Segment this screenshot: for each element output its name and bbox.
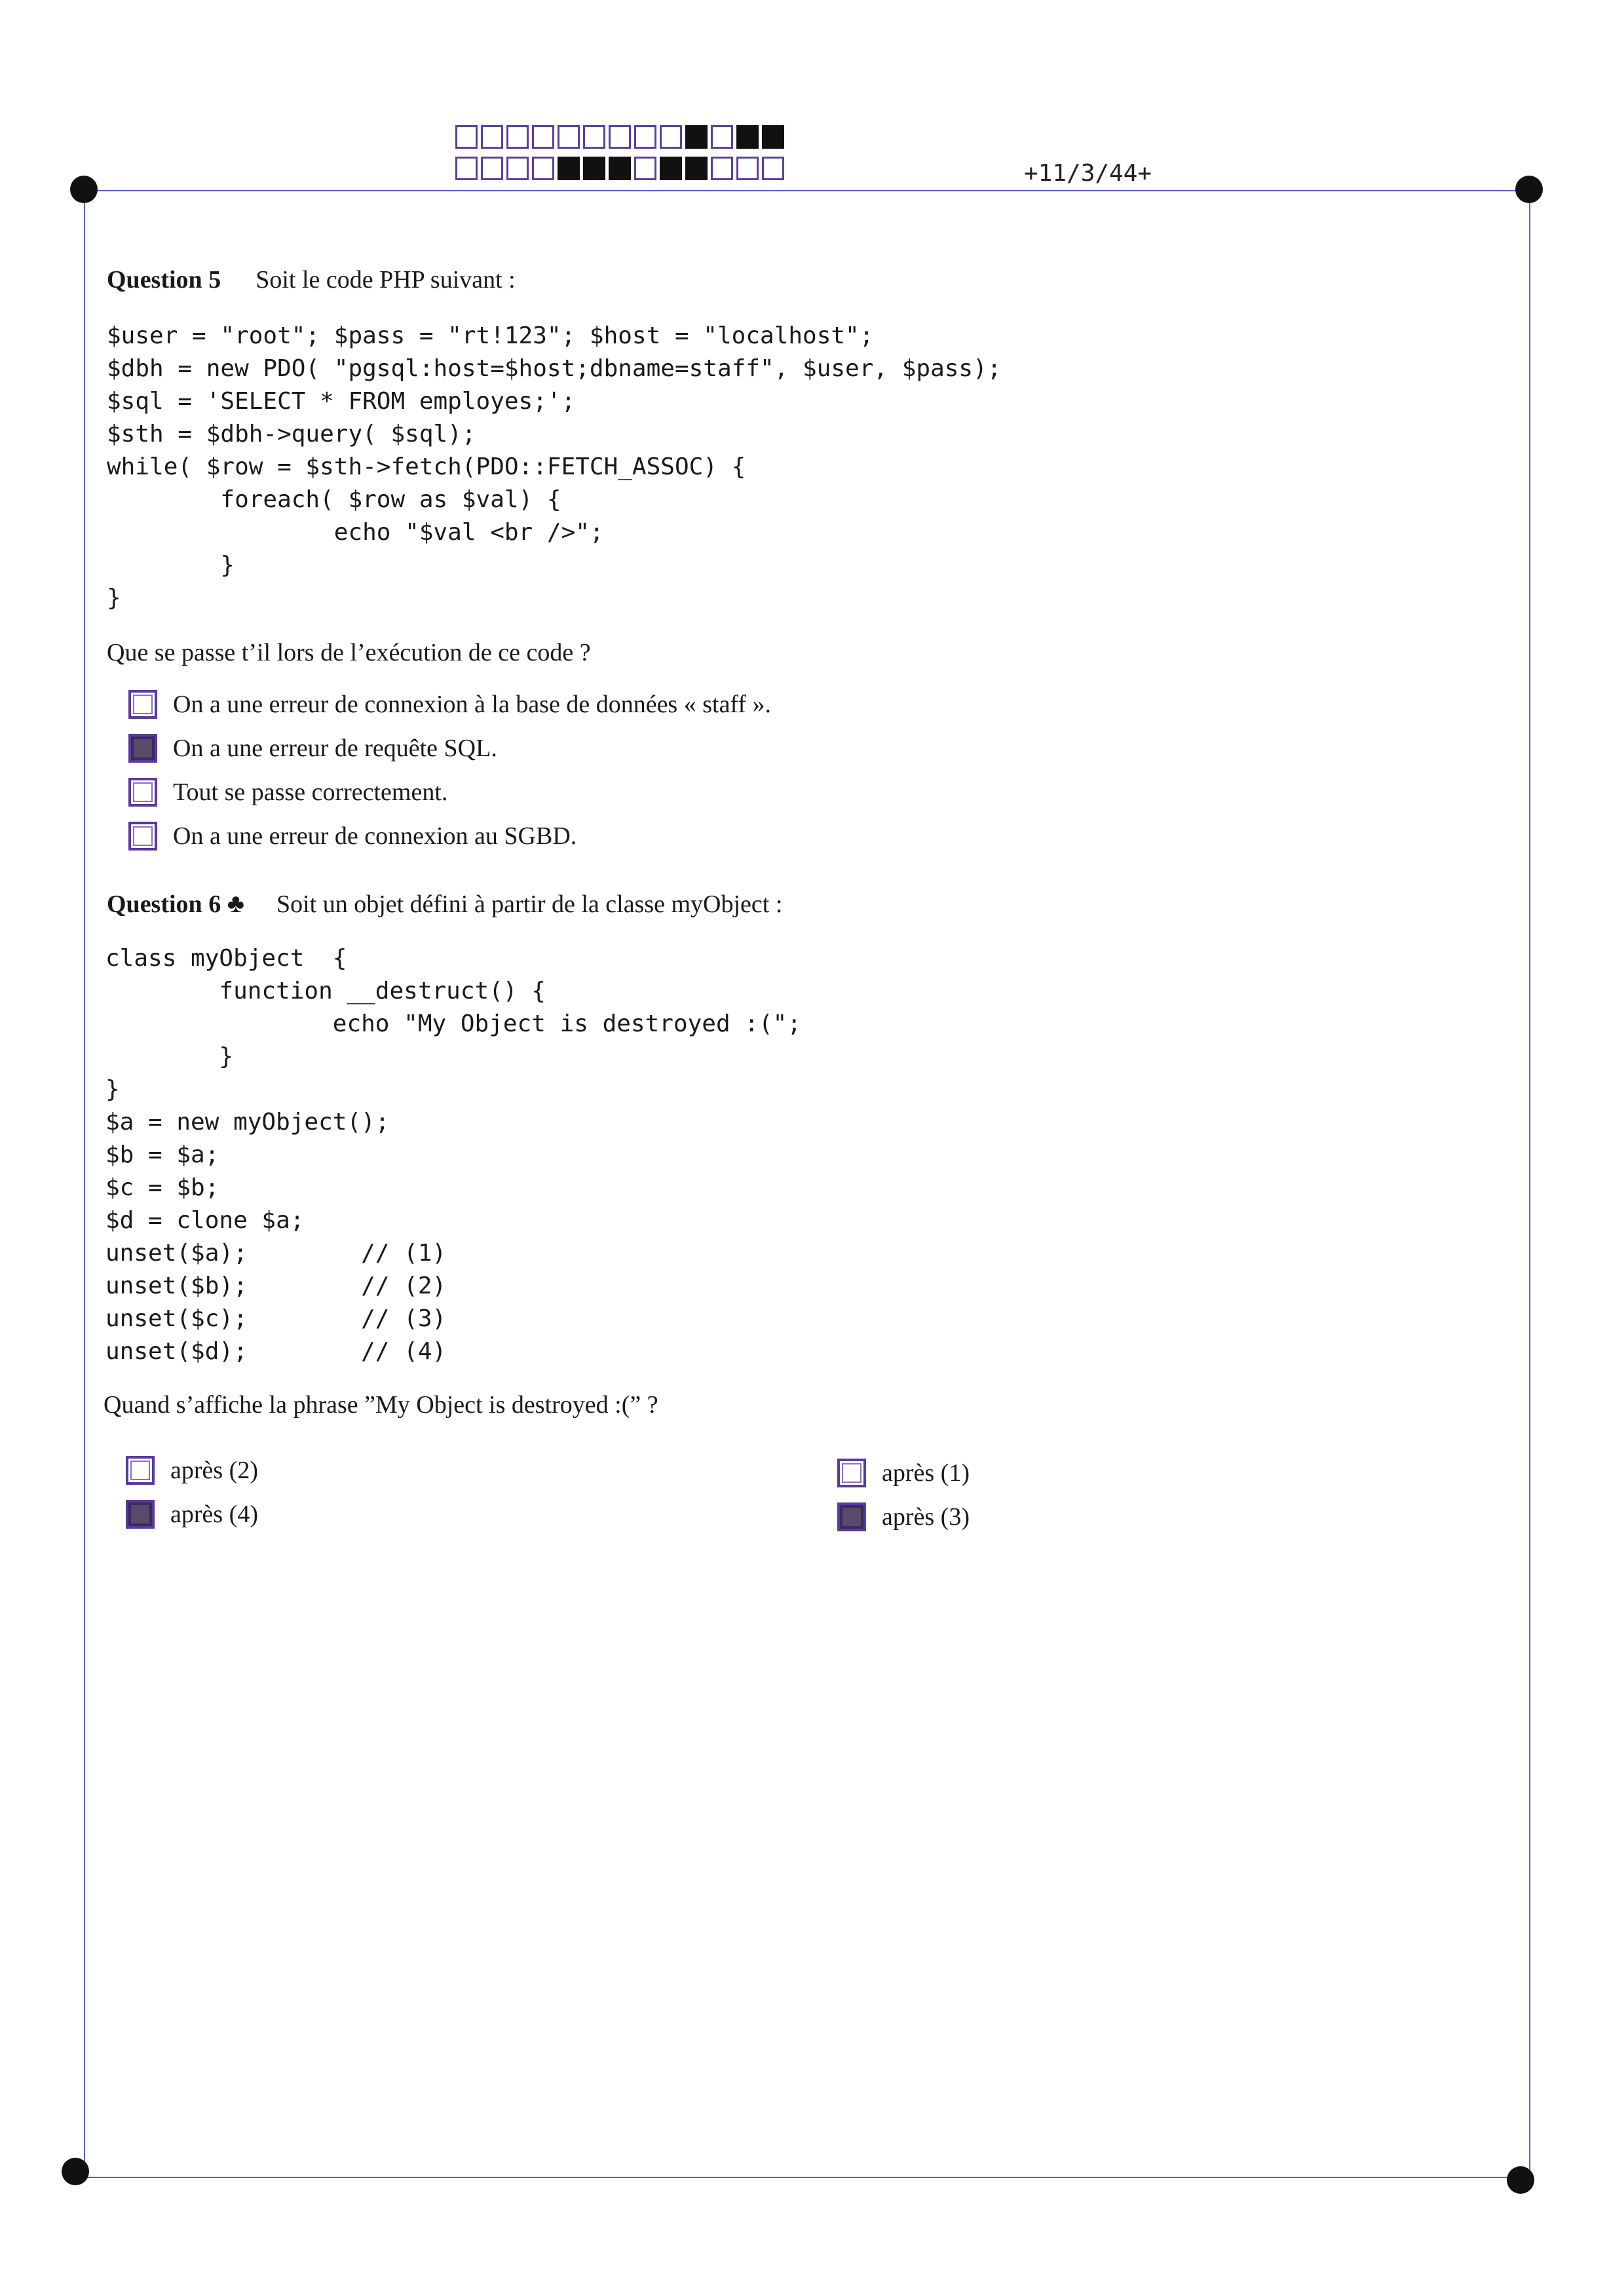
barcode-cell-filled [685,157,708,180]
answer-text: On a une erreur de connexion au SGBD. [173,822,577,850]
barcode-cell-filled [558,157,580,180]
q5-answer-4[interactable] [128,822,577,851]
answer-text: après (4) [170,1501,258,1528]
barcode-cell-filled [660,157,682,180]
question-5-code: $user = "root"; $pass = "rt!123"; $host = "localhost"; $dbh = new PDO( "pgsql:host=$host;dbname=staff", $user, $pass); $sql = 'SELECT * FROM employes;'; $sth = $dbh->query( $sql); while( $row = $sth->fetch(PDO::FETCH_ASSOC) { foreach( $row as $val) { echo "$val <br />"; } } [107,322,1002,611]
barcode-cell-empty [736,157,759,180]
barcode-cell-empty [481,157,503,180]
barcode-cell-filled [736,125,759,149]
corner-marker-top-left [70,176,98,203]
answer-checkbox[interactable] [128,822,157,851]
question-6-label: Question 6 [107,890,221,918]
corner-marker-bottom-left [62,2158,89,2185]
barcode-cell-filled [685,125,708,149]
barcode-cell-empty [711,157,733,180]
barcode-cell-empty [481,125,503,149]
club-icon: ♣ [227,889,244,918]
barcode-cell-filled [609,157,631,180]
answer-text: On a une erreur de connexion à la base de données « staff ». [173,691,772,718]
barcode-cell-empty [660,125,682,149]
answer-text: après (3) [882,1503,970,1531]
question-5-heading [107,265,516,294]
barcode-row-1 [455,125,787,149]
question-6-prompt: Quand s’affiche la phrase ”My Object is destroyed :(” ? [104,1391,658,1419]
barcode-cell-empty [634,125,656,149]
question-6-heading [107,888,782,919]
barcode-cell-empty [532,125,554,149]
barcode-cell-empty [455,125,478,149]
q5-answer-2[interactable] [128,734,497,763]
barcode-cell-empty [558,125,580,149]
q5-answer-1[interactable] [128,690,771,719]
answer-text: après (2) [170,1457,258,1484]
q6-answer-1[interactable] [126,1456,258,1485]
barcode-cell-empty [506,157,529,180]
question-6-code: class myObject { function __destruct() { echo "My Object is destroyed :("; } } $a = new myObject(); $b = $a; $c = $b; $d = clone $a; unset($a); // (1) unset($b); // (2) unset($c); // (3) unset($d); // (4) [105,945,802,1365]
barcode-cell-empty [506,125,529,149]
barcode-cell-empty [634,157,656,180]
answer-checkbox[interactable] [128,690,157,719]
q6-answer-2[interactable] [126,1500,258,1529]
barcode-cell-empty [583,125,605,149]
barcode-cell-empty [455,157,478,180]
barcode-cell-empty [711,125,733,149]
q6-answer-3[interactable] [837,1459,970,1487]
sheet-id: +11/3/44+ [1024,160,1152,187]
q6-answer-4[interactable] [837,1502,970,1531]
corner-marker-top-right [1515,176,1543,203]
question-5-title: Soit le code PHP suivant : [256,266,516,294]
q5-answer-3[interactable] [128,778,447,807]
answer-checkbox[interactable] [837,1459,866,1487]
answer-checkbox-checked[interactable] [837,1502,866,1531]
question-5-label: Question 5 [107,266,221,294]
barcode-cell-filled [583,157,605,180]
corner-marker-bottom-right [1507,2166,1534,2194]
question-5-prompt: Que se passe t’il lors de l’exécution de ce code ? [107,639,591,666]
answer-checkbox-checked[interactable] [126,1500,155,1529]
barcode-cell-empty [609,125,631,149]
answer-text: On a une erreur de requête SQL. [173,735,497,762]
answer-text: Tout se passe correctement. [173,778,448,806]
barcode-row-2 [455,157,787,180]
answer-text: après (1) [882,1459,970,1487]
answer-checkbox-checked[interactable] [128,734,157,763]
question-6-title: Soit un objet défini à partir de la classe myObject : [276,890,783,918]
barcode-cell-empty [762,157,784,180]
answer-checkbox[interactable] [128,778,157,807]
barcode-cell-filled [762,125,784,149]
answer-checkbox[interactable] [126,1456,155,1485]
barcode-cell-empty [532,157,554,180]
